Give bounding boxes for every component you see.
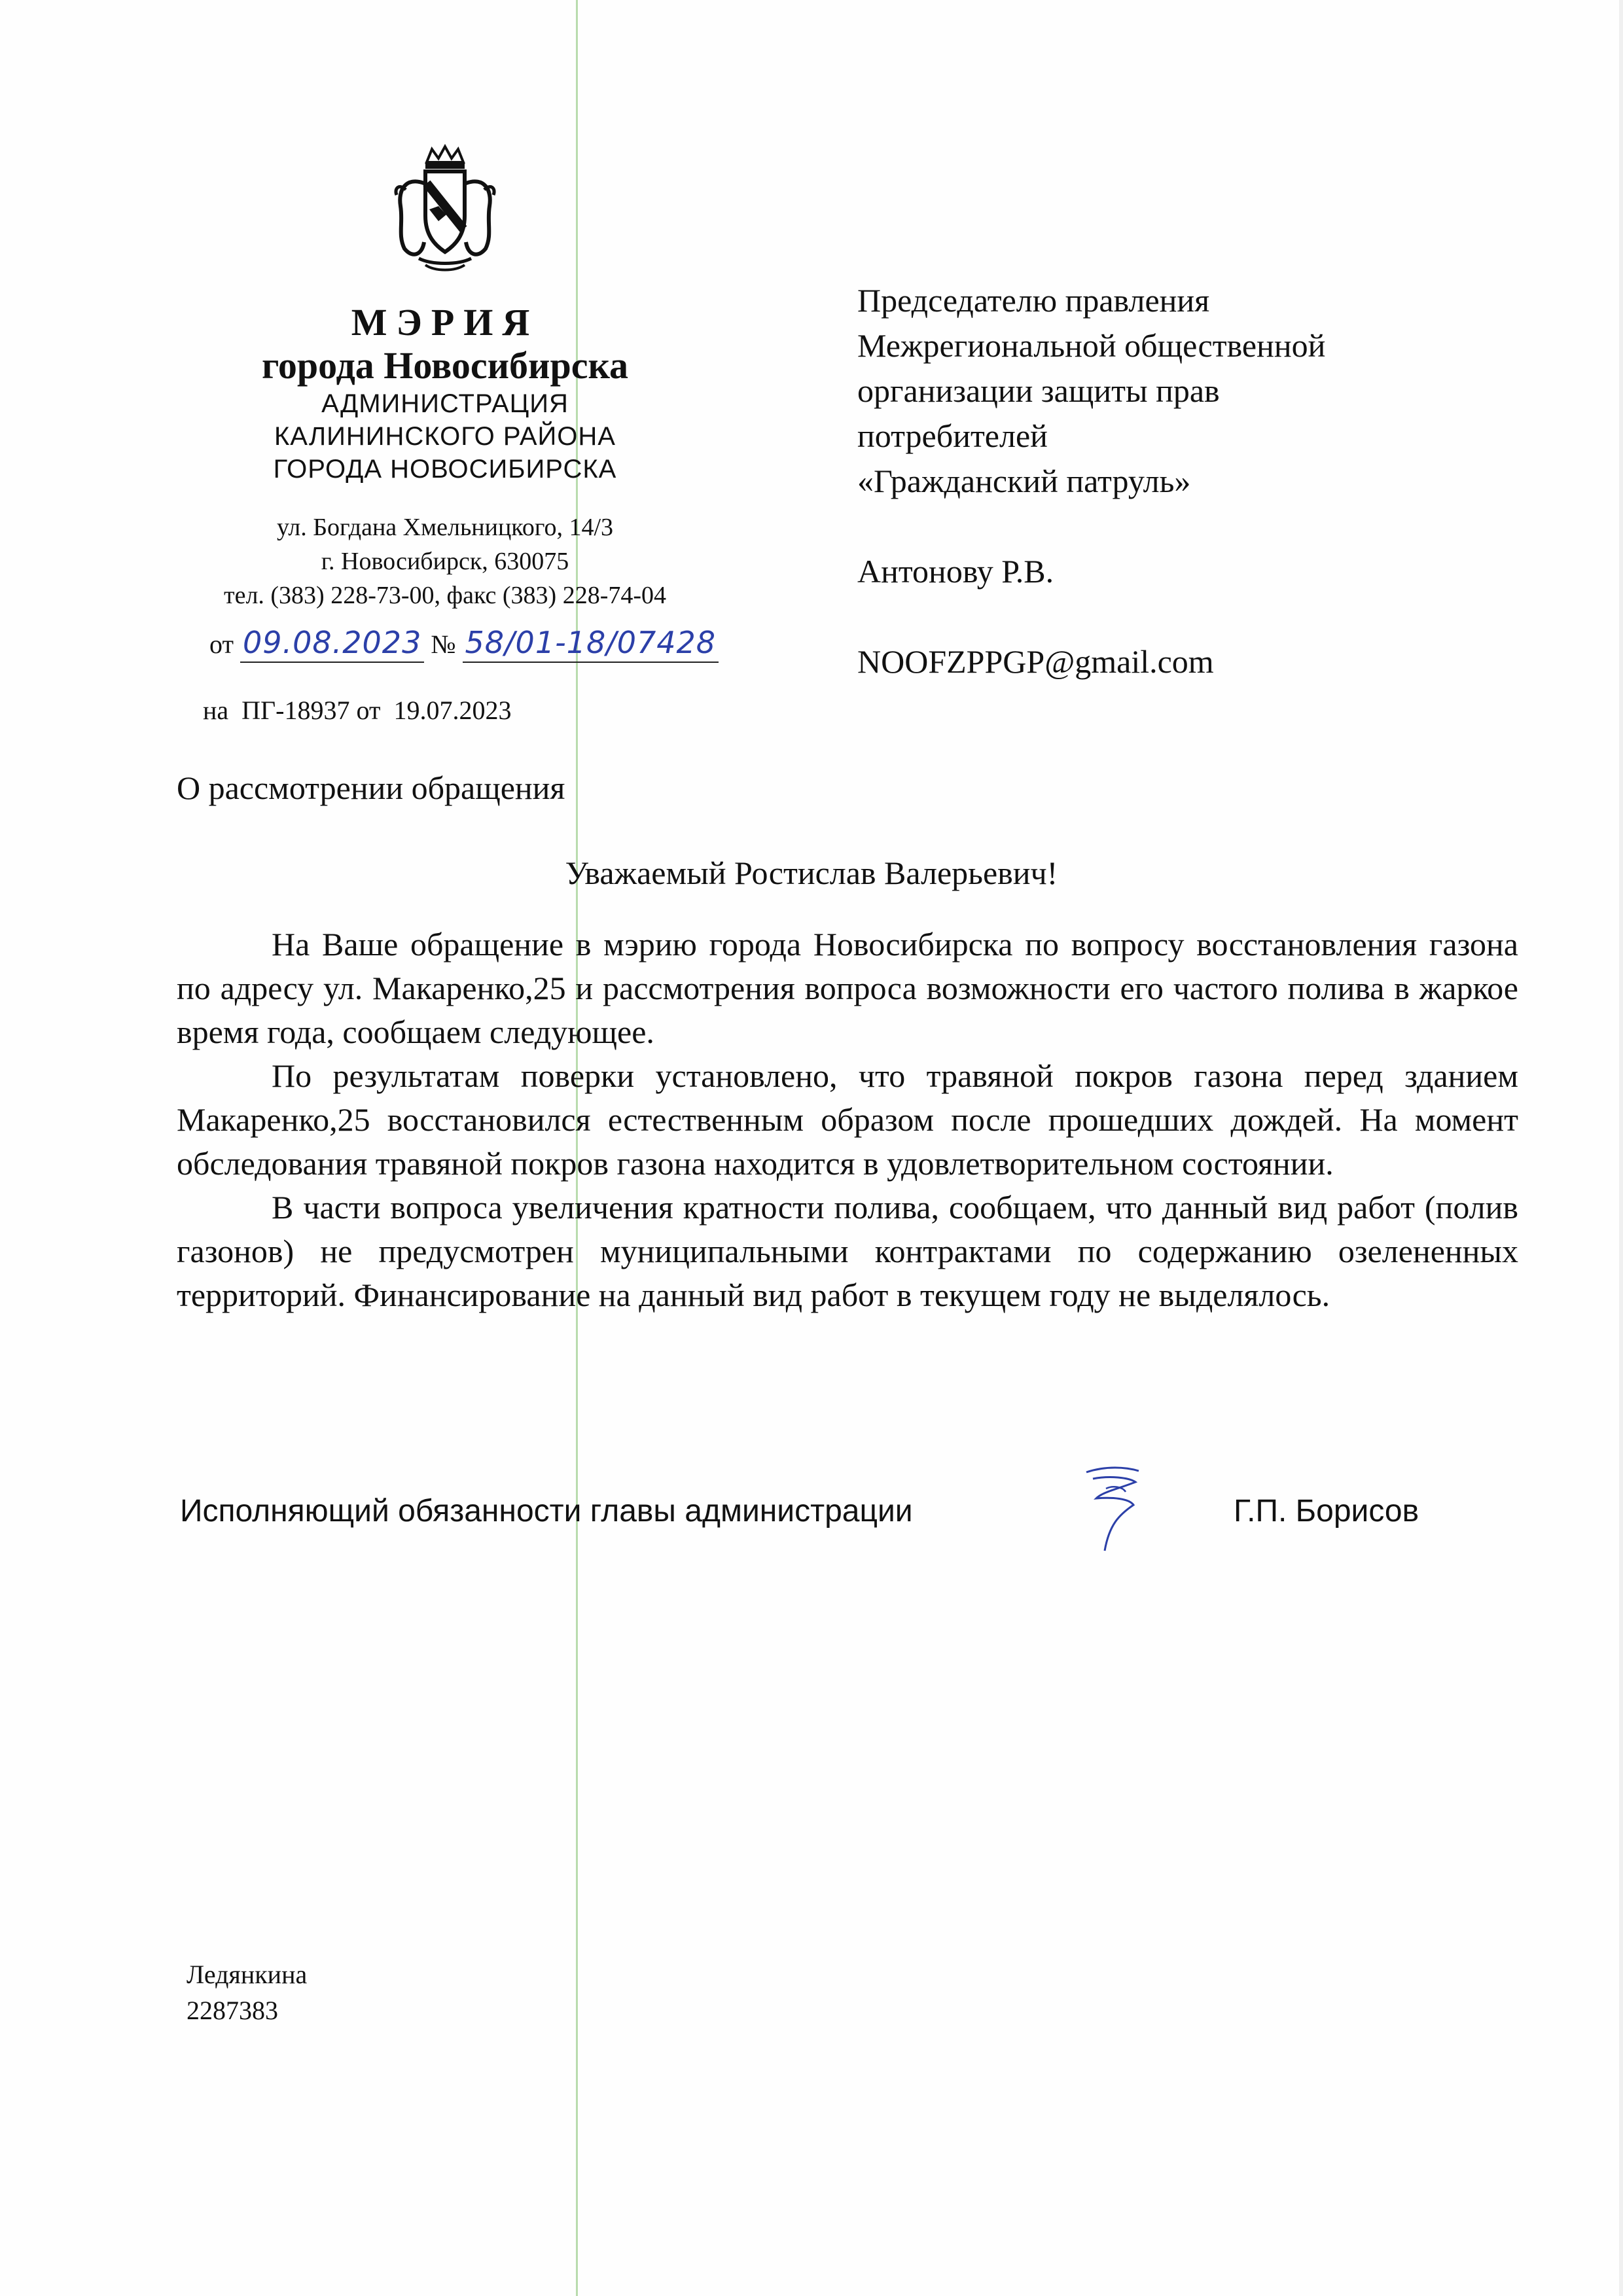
address-city: г. Новосибирск, 630075 bbox=[321, 548, 569, 575]
org-address bbox=[151, 510, 740, 612]
body-paragraph-3: В части вопроса увеличения кратности полива, сообщаем, что данный вид работ (полив газонов) не предусмотрен муниципальными контрактами по содержанию озелененных территорий. Финансирование на данный вид работ в текущем году не выделялось. bbox=[177, 1189, 1518, 1313]
signature-icon bbox=[1073, 1459, 1152, 1557]
admin-line-1: АДМИНИСТРАЦИЯ bbox=[321, 389, 569, 418]
addressee-line-2: Межрегиональной общественной bbox=[857, 327, 1326, 364]
ref-from-label: от bbox=[356, 696, 381, 725]
ref-date: 19.07.2023 bbox=[393, 696, 512, 725]
signatory-name: Г.П. Борисов bbox=[1234, 1494, 1419, 1528]
addressee-email: NOOFZPPGP@gmail.com bbox=[857, 643, 1214, 680]
signatory-title: Исполняющий обязанности главы администрации bbox=[180, 1494, 913, 1528]
ref-number: ПГ-18937 bbox=[241, 696, 350, 725]
ref-label: на bbox=[203, 696, 229, 725]
registration-number-field bbox=[463, 625, 719, 663]
coat-of-arms-icon bbox=[386, 144, 504, 275]
executor-name: Ледянкина bbox=[187, 1960, 308, 1989]
org-main-title: МЭРИЯ bbox=[351, 301, 539, 344]
reference-line bbox=[203, 695, 511, 726]
body-paragraph-2: По результатам поверки установлено, что травяной покров газона перед зданием Макаренко,25 восстановился естественным образом после прошедших дождей. На момент обследования травяной покров газона находится в удовлетворительном состоянии. bbox=[177, 1057, 1518, 1182]
addressee-block bbox=[857, 278, 1512, 684]
address-phone: тел. (383) 228-73-00, факс (383) 228-74-04 bbox=[223, 582, 667, 609]
letterhead bbox=[151, 144, 740, 612]
addressee-line-4: потребителей bbox=[857, 417, 1048, 454]
addressee-line-3: организации защиты прав bbox=[857, 372, 1220, 409]
executor-phone: 2287383 bbox=[187, 1996, 278, 2025]
address-street: ул. Богдана Хмельницкого, 14/3 bbox=[276, 514, 614, 541]
scan-edge-line bbox=[1619, 0, 1623, 2296]
admin-line-3: ГОРОДА НОВОСИБИРСКА bbox=[273, 455, 617, 484]
letter-subject: О рассмотрении обращения bbox=[177, 769, 565, 806]
letter-body bbox=[177, 923, 1518, 1317]
admin-line-2: КАЛИНИНСКОГО РАЙОНА bbox=[274, 422, 616, 451]
letter-salutation: Уважаемый Ростислав Валерьевич! bbox=[565, 855, 1058, 891]
number-label: № bbox=[431, 629, 456, 659]
registration-line bbox=[209, 625, 719, 663]
addressee-line-5: «Гражданский патруль» bbox=[857, 463, 1191, 499]
addressee-line-1: Председателю правления bbox=[857, 282, 1210, 319]
registration-number: 58/01-18/07428 bbox=[465, 625, 717, 660]
registration-date-field bbox=[240, 625, 424, 663]
body-paragraph-1: На Ваше обращение в мэрию города Новосибирска по вопросу восстановления газона по адресу ул. Макаренко,25 и рассмотрения вопроса возможности его частого полива в жаркое время года, сообщаем следующее. bbox=[177, 926, 1518, 1050]
registration-date: 09.08.2023 bbox=[242, 625, 422, 660]
executor-block bbox=[187, 1956, 307, 2028]
org-city-title: города Новосибирска bbox=[261, 344, 629, 387]
addressee-name: Антонову Р.В. bbox=[857, 553, 1054, 590]
from-label: от bbox=[209, 629, 234, 659]
